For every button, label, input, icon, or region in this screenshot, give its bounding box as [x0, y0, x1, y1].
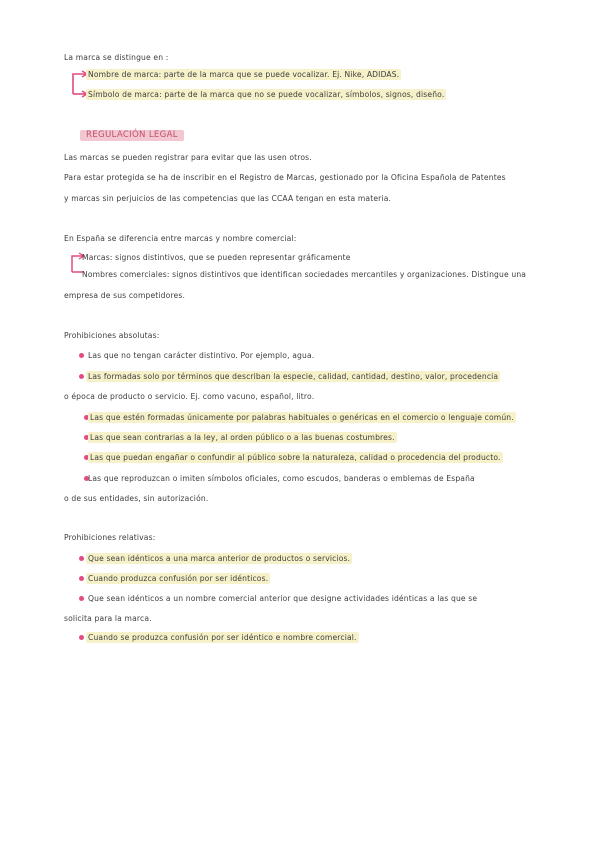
espana-intro: En España se diferencia entre marcas y nombre comercial: [64, 234, 297, 243]
marca-item-nombre: Nombre de marca: parte de la marca que se puede vocalizar. Ej. Nike, ADIDAS. [88, 70, 400, 79]
heading-absolutas: Prohibiciones absolutas: [64, 331, 160, 340]
marca-item-simbolo: Símbolo de marca: parte de la marca que no se puede vocalizar, símbolos, signos, diseño. [88, 90, 445, 99]
relativas-item-3-cont: solicita para la marca. [64, 614, 152, 623]
absolutas-item-1: Las que no tengan carácter distintivo. Por ejemplo, agua. [88, 351, 315, 360]
relativas-item-2: Cuando produzca confusión por ser idénticos. [88, 574, 269, 583]
regulacion-line-3: y marcas sin perjuicios de las competencias que las CCAA tengan en esta materia. [64, 194, 392, 203]
bullet-icon [79, 556, 84, 561]
marca-intro: La marca se distingue en : [64, 53, 169, 62]
absolutas-item-5: Las que puedan engañar o confundir al público sobre la naturaleza, calidad o procedencia del producto. [90, 453, 501, 462]
absolutas-item-4: Las que sean contrarias a la ley, al orden público o a las buenas costumbres. [90, 433, 395, 442]
bullet-icon [79, 596, 84, 601]
espana-item-marcas: Marcas: signos distintivos, que se pueden representar gráficamente [82, 253, 351, 262]
bullet-icon [79, 635, 84, 640]
bullet-icon [79, 353, 84, 358]
bullet-icon [79, 576, 84, 581]
espana-continuation: empresa de sus competidores. [64, 291, 186, 300]
absolutas-item-6: Las que reproduzcan o imiten símbolos oficiales, como escudos, banderas o emblemas de España [88, 474, 475, 483]
regulacion-line-1: Las marcas se pueden registrar para evitar que las usen otros. [64, 153, 312, 162]
relativas-item-3: Que sean idénticos a un nombre comercial anterior que designe actividades idénticas a las que se [88, 594, 478, 603]
relativas-item-1: Que sean idénticos a una marca anterior de productos o servicios. [88, 554, 351, 563]
heading-regulacion: REGULACIÓN LEGAL [80, 130, 184, 141]
bullet-icon [79, 374, 84, 379]
heading-relativas: Prohibiciones relativas: [64, 533, 156, 542]
absolutas-item-2: Las formadas solo por términos que describan la especie, calidad, cantidad, destino, valor, procedencia [88, 372, 499, 381]
regulacion-line-2: Para estar protegida se ha de inscribir en el Registro de Marcas, gestionado por la Oficina Española de Patentes [64, 173, 506, 182]
absolutas-item-2-cont: o época de producto o servicio. Ej. como vacuno, español, litro. [64, 392, 315, 401]
absolutas-item-3: Las que estén formadas únicamente por palabras habituales o genéricas en el comercio o lenguaje común. [90, 413, 514, 422]
relativas-item-4: Cuando se produzca confusión por ser idéntico e nombre comercial. [88, 633, 357, 642]
espana-item-nombres: Nombres comerciales: signos distintivos que identifican sociedades mercantiles y organizaciones. Distingue una [82, 270, 527, 279]
absolutas-item-6-cont: o de sus entidades, sin autorización. [64, 494, 209, 503]
